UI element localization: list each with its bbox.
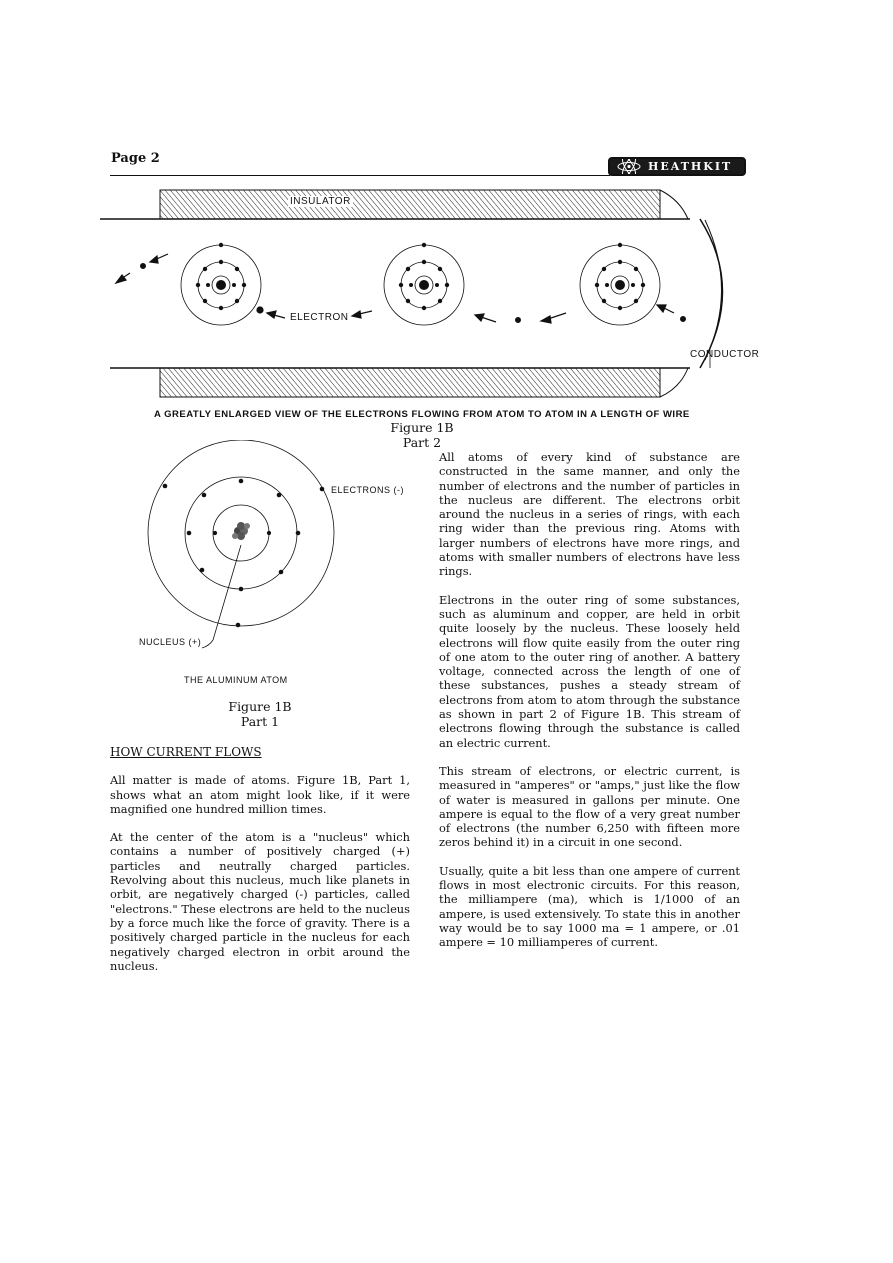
atom-1 — [181, 243, 261, 325]
header-rule — [110, 175, 610, 176]
brand-name: HEATHKIT — [648, 160, 733, 173]
electron-label: ELECTRON — [290, 312, 349, 323]
page-number: Page 2 — [111, 151, 160, 166]
figure-part: Part 1 — [240, 714, 280, 729]
insulator-label: INSULATOR — [290, 196, 351, 207]
nucleus-label: NUCLEUS (+) — [139, 637, 202, 647]
left-text-column — [110, 745, 410, 987]
nucleus — [232, 522, 250, 540]
insulator-top — [160, 190, 660, 219]
paragraph: All atoms of every kind of substance are constructed in the same manner, and only the number of electrons and the number of particles in the nucleus are different. The electrons orbit around the nucleus in a series of rings, with each ring wider than the previous ring. Atoms with larger numbers of electrons have more rings, and atoms with smaller numbers of electrons have less rings. — [439, 450, 740, 579]
right-text-column — [439, 450, 740, 964]
atom-logo-icon — [612, 159, 646, 174]
paragraph: This stream of electrons, or electric current, is measured in "amperes" or "amps," just like the flow of water is measured in gallons per minute. One ampere is equal to the flow of a very great number of electrons (the number 6,250 with fifteen more zeros behind it) in a circuit in one second. — [439, 763, 740, 850]
aluminum-atom-caption: THE ALUMINUM ATOM — [184, 675, 288, 685]
aluminum-atom-diagram — [110, 440, 430, 670]
figure-number: Figure 1B — [228, 699, 292, 714]
conductor-label: CONDUCTOR — [690, 349, 760, 360]
section-heading: HOW CURRENT FLOWS — [110, 745, 262, 759]
paragraph: At the center of the atom is a "nucleus" which contains a number of positively charged (+) particles and neutrally charged particles. Revolving about this nucleus, much like planets in orbit, are negatively charged (-) particles, called "electrons." These electrons are held to the nucleus by a force much like the force of gravity. There is a positively charged particle in the nucleus for each negatively charged electron in orbit around the nucleus. — [110, 830, 410, 973]
wire-diagram — [0, 180, 893, 400]
insulator-bottom — [160, 368, 660, 397]
paragraph: All matter is made of atoms. Figure 1B, Part 1, shows what an atom might look like, if it were magnified one hundred million times. — [110, 773, 410, 816]
atom-3 — [580, 243, 660, 325]
figure-1b-part-1-label — [200, 699, 320, 729]
figure-part: Part 2 — [402, 435, 442, 450]
wire-figure-caption: A GREATLY ENLARGED VIEW OF THE ELECTRONS FLOWING FROM ATOM TO ATOM IN A LENGTH OF WIRE — [154, 409, 690, 420]
electron-flow — [116, 254, 685, 323]
figure-number: Figure 1B — [390, 420, 454, 435]
electrons-label: ELECTRONS (-) — [331, 485, 405, 495]
atom-2 — [384, 243, 464, 325]
paragraph: Usually, quite a bit less than one ampere of current flows in most electronic circuits. For this reason, the milliampere (ma), which is 1/1000 of an ampere, is used extensively. To state this in another way would be to say 1000 ma = 1 ampere, or .01 ampere = 10 milliamperes of current. — [439, 863, 740, 950]
heathkit-logo — [608, 157, 746, 176]
paragraph: Electrons in the outer ring of some substances, such as aluminum and copper, are held in orbit quite loosely by the nucleus. These loosely held electrons will flow quite easily from the outer ring of one atom to the outer ring of another. A battery voltage, connected across the length of one of these substances, pushes a steady stream of electrons from atom to atom through the substance as shown in part 2 of Figure 1B. This stream of electrons flowing through the substance is called an electric current. — [439, 592, 740, 750]
